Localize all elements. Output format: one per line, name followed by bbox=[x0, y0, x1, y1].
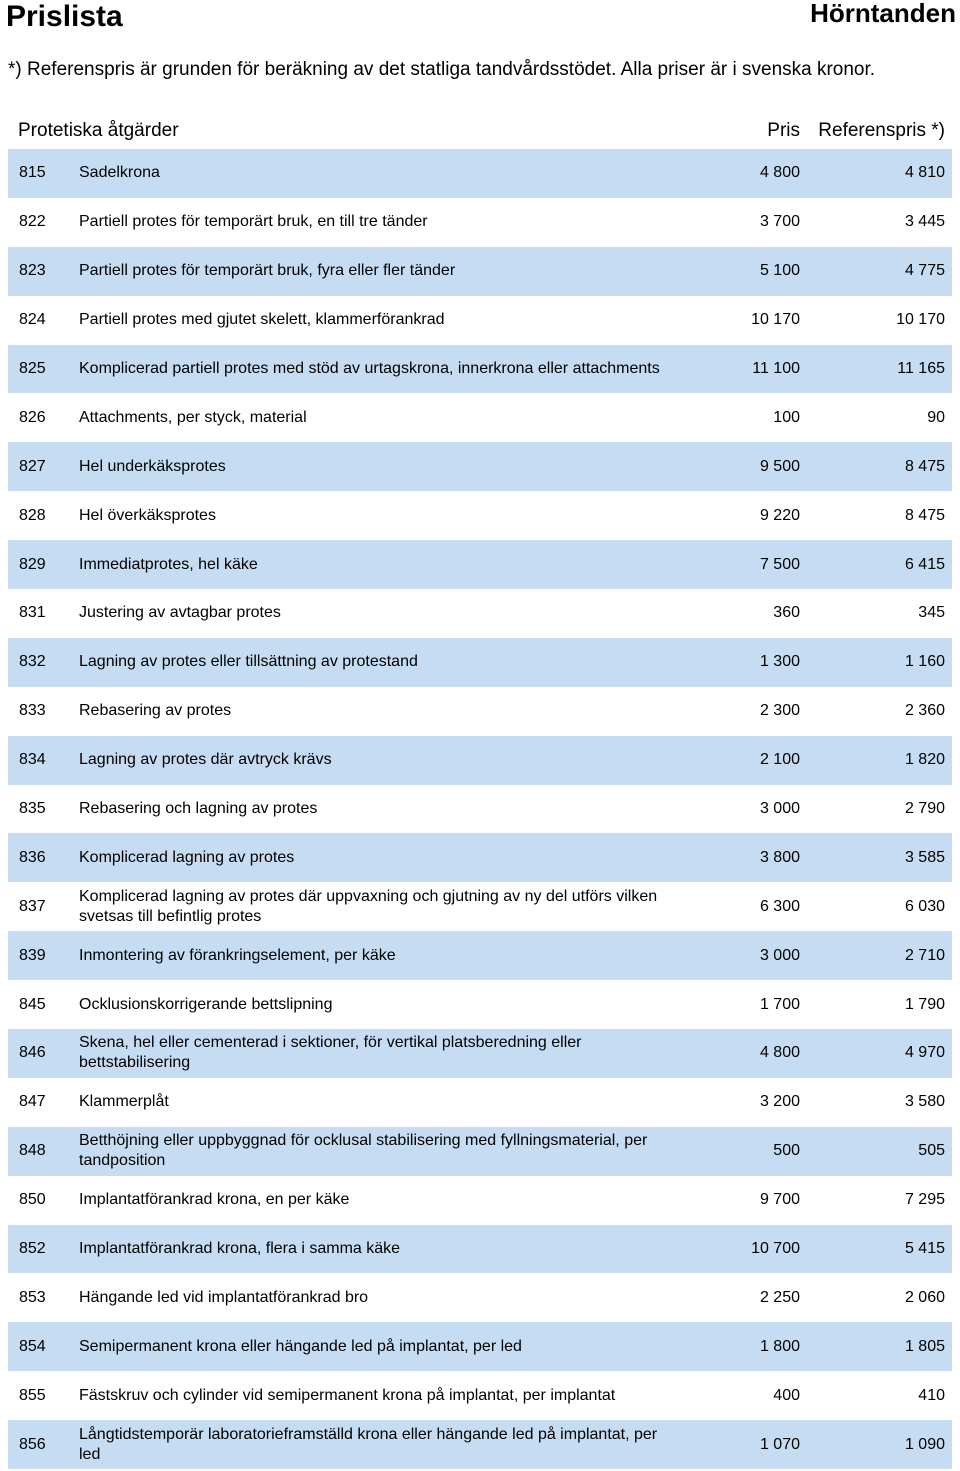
table-row bbox=[8, 638, 952, 687]
treatment-description: Inmontering av förankringselement, per käke bbox=[79, 946, 396, 964]
treatment-code: 846 bbox=[19, 1044, 46, 1062]
treatment-description: Ocklusionskorrigerande bettslipning bbox=[79, 995, 333, 1013]
price-value: 9 220 bbox=[759, 506, 800, 524]
treatment-description: Fästskruv och cylinder vid semipermanent krona på implantat, per implantat bbox=[79, 1386, 616, 1404]
price-value: 7 500 bbox=[759, 555, 800, 573]
price-value: 9 500 bbox=[759, 457, 800, 475]
table-row bbox=[8, 491, 952, 540]
reference-price-value: 2 060 bbox=[904, 1288, 945, 1306]
table-row bbox=[8, 198, 952, 247]
treatment-description: Hel underkäksprotes bbox=[79, 457, 226, 475]
price-value: 360 bbox=[773, 604, 800, 622]
treatment-description: Implantatförankrad krona, en per käke bbox=[79, 1191, 350, 1209]
treatment-code: 856 bbox=[19, 1435, 46, 1453]
treatment-code: 853 bbox=[19, 1288, 46, 1306]
reference-price-value: 2 790 bbox=[904, 800, 945, 818]
treatment-code: 837 bbox=[19, 897, 46, 915]
table-row bbox=[8, 345, 952, 394]
treatment-description: Immediatprotes, hel käke bbox=[79, 555, 258, 573]
reference-price-note: *) Referenspris är grunden för beräkning av det statliga tandvårdsstödet. Alla priser är i svenska kronor. bbox=[8, 59, 876, 80]
reference-price-value: 3 585 bbox=[904, 848, 945, 866]
reference-price-value: 2 710 bbox=[904, 946, 945, 964]
price-table bbox=[8, 149, 952, 1469]
price-value: 3 800 bbox=[759, 848, 800, 866]
table-row bbox=[8, 1127, 952, 1176]
table-row bbox=[8, 931, 952, 980]
table-header bbox=[8, 118, 952, 144]
price-value: 3 000 bbox=[759, 946, 800, 964]
treatment-description: Semipermanent krona eller hängande led på implantat, per led bbox=[79, 1337, 522, 1355]
reference-price-value: 90 bbox=[927, 408, 945, 426]
price-value: 400 bbox=[773, 1386, 800, 1404]
reference-price-value: 1 790 bbox=[904, 995, 945, 1013]
reference-price-value: 7 295 bbox=[904, 1191, 945, 1209]
treatment-description: Långtidstemporär laboratorieframställd krona eller hängande led på implantat, per led bbox=[79, 1425, 658, 1463]
price-value: 1 300 bbox=[759, 653, 800, 671]
treatment-code: 833 bbox=[19, 702, 46, 720]
price-value: 11 100 bbox=[752, 360, 800, 377]
table-row bbox=[8, 687, 952, 736]
treatment-code: 847 bbox=[19, 1093, 46, 1111]
treatment-description: Justering av avtagbar protes bbox=[79, 604, 281, 622]
price-value: 5 100 bbox=[759, 262, 800, 280]
reference-price-value: 1 820 bbox=[904, 751, 945, 769]
treatment-description: Hängande led vid implantatförankrad bro bbox=[79, 1288, 369, 1306]
table-row bbox=[8, 149, 952, 198]
table-row bbox=[8, 1029, 952, 1078]
treatment-code: 823 bbox=[19, 262, 46, 280]
reference-price-value: 4 810 bbox=[904, 164, 945, 182]
treatment-code: 855 bbox=[19, 1386, 46, 1404]
table-row bbox=[8, 785, 952, 834]
table-row bbox=[8, 833, 952, 882]
reference-price-column-header: Referenspris *) bbox=[818, 120, 945, 141]
treatment-description: Hel överkäksprotes bbox=[79, 506, 216, 524]
treatment-code: 826 bbox=[19, 408, 46, 426]
treatment-code: 824 bbox=[19, 311, 46, 329]
reference-price-value: 5 415 bbox=[904, 1240, 945, 1258]
reference-price-value: 3 445 bbox=[904, 213, 945, 231]
reference-price-value: 410 bbox=[918, 1386, 945, 1404]
price-value: 3 200 bbox=[759, 1093, 800, 1111]
table-row bbox=[8, 247, 952, 296]
table-row bbox=[8, 1273, 952, 1322]
reference-price-value: 10 170 bbox=[896, 311, 945, 329]
treatment-description: Partiell protes för temporärt bruk, fyra eller fler tänder bbox=[79, 262, 456, 280]
treatment-code: 835 bbox=[19, 800, 46, 818]
treatment-description: Partiell protes för temporärt bruk, en till tre tänder bbox=[79, 213, 428, 231]
reference-price-value: 6 030 bbox=[904, 897, 945, 915]
price-value: 6 300 bbox=[759, 897, 800, 915]
treatment-code: 850 bbox=[19, 1191, 46, 1209]
table-row bbox=[8, 393, 952, 442]
treatment-code: 836 bbox=[19, 848, 46, 866]
treatment-description: Lagning av protes där avtryck krävs bbox=[79, 751, 332, 769]
treatment-description: Sadelkrona bbox=[79, 164, 160, 182]
reference-price-value: 505 bbox=[918, 1142, 945, 1160]
price-value: 2 100 bbox=[759, 751, 800, 769]
price-value: 2 300 bbox=[759, 702, 800, 720]
treatment-code: 829 bbox=[19, 555, 46, 573]
table-row bbox=[8, 1371, 952, 1420]
treatment-code: 827 bbox=[19, 457, 46, 475]
treatment-code: 839 bbox=[19, 946, 46, 964]
treatment-code: 845 bbox=[19, 995, 46, 1013]
reference-price-value: 4 970 bbox=[904, 1044, 945, 1062]
price-column-header: Pris bbox=[767, 120, 800, 141]
table-row bbox=[8, 1225, 952, 1274]
price-value: 500 bbox=[773, 1142, 800, 1160]
treatment-description: Klammerplåt bbox=[79, 1093, 169, 1111]
price-value: 3 000 bbox=[759, 800, 800, 818]
table-row bbox=[8, 442, 952, 491]
treatment-code: 815 bbox=[19, 164, 46, 182]
reference-price-value: 1 090 bbox=[904, 1435, 945, 1453]
treatment-code: 828 bbox=[19, 506, 46, 524]
treatment-description: Komplicerad lagning av protes där uppvaxning och gjutning av ny del utförs vilken svetsas till befintlig protes bbox=[79, 887, 658, 925]
treatment-description: Partiell protes med gjutet skelett, klammerförankrad bbox=[79, 311, 445, 329]
reference-price-value: 11 165 bbox=[897, 360, 945, 377]
reference-price-value: 1 805 bbox=[904, 1337, 945, 1355]
price-value: 10 170 bbox=[751, 311, 800, 329]
treatment-description: Rebasering av protes bbox=[79, 702, 232, 720]
reference-price-value: 345 bbox=[918, 604, 945, 622]
treatment-description: Rebasering och lagning av protes bbox=[79, 800, 318, 818]
treatment-code: 825 bbox=[19, 360, 46, 377]
table-row bbox=[8, 589, 952, 638]
price-value: 4 800 bbox=[759, 164, 800, 182]
treatment-description: Skena, hel eller cementerad i sektioner, för vertikal platsberedning eller bettstabilisering bbox=[79, 1034, 582, 1072]
price-value: 1 700 bbox=[759, 995, 800, 1013]
treatment-description: Betthöjning eller uppbyggnad för ocklusal stabilisering med fyllningsmaterial, per tandposition bbox=[79, 1132, 648, 1170]
table-row bbox=[8, 1420, 952, 1469]
page-title: Prislista bbox=[6, 0, 123, 33]
treatment-code: 832 bbox=[19, 653, 46, 671]
clinic-name: Hörntanden bbox=[810, 0, 956, 28]
treatment-code: 848 bbox=[19, 1142, 46, 1160]
reference-price-value: 8 475 bbox=[904, 457, 945, 475]
reference-price-value: 3 580 bbox=[904, 1093, 945, 1111]
treatment-code: 831 bbox=[19, 604, 46, 622]
price-value: 3 700 bbox=[759, 213, 800, 231]
treatment-description: Lagning av protes eller tillsättning av protestand bbox=[79, 653, 418, 671]
reference-price-value: 6 415 bbox=[904, 555, 945, 573]
price-value: 2 250 bbox=[759, 1288, 800, 1306]
price-value: 1 800 bbox=[759, 1337, 800, 1355]
treatment-description: Komplicerad lagning av protes bbox=[79, 848, 295, 866]
treatment-code: 834 bbox=[19, 751, 46, 769]
reference-price-value: 1 160 bbox=[904, 653, 945, 671]
treatment-description: Komplicerad partiell protes med stöd av urtagskrona, innerkrona eller attachments bbox=[79, 360, 660, 377]
table-row bbox=[8, 296, 952, 345]
price-value: 10 700 bbox=[751, 1240, 800, 1258]
table-row bbox=[8, 736, 952, 785]
table-row bbox=[8, 980, 952, 1029]
price-value: 100 bbox=[773, 408, 800, 426]
price-value: 9 700 bbox=[759, 1191, 800, 1209]
table-row bbox=[8, 1322, 952, 1371]
table-row bbox=[8, 1078, 952, 1127]
treatment-description: Attachments, per styck, material bbox=[79, 408, 307, 426]
reference-price-value: 2 360 bbox=[904, 702, 945, 720]
reference-price-value: 8 475 bbox=[904, 506, 945, 524]
treatment-description: Implantatförankrad krona, flera i samma käke bbox=[79, 1240, 401, 1258]
table-row bbox=[8, 1176, 952, 1225]
treatment-code: 822 bbox=[19, 213, 46, 231]
treatment-code: 852 bbox=[19, 1240, 46, 1258]
treatment-code: 854 bbox=[19, 1337, 46, 1355]
price-value: 1 070 bbox=[759, 1435, 800, 1453]
table-row bbox=[8, 882, 952, 931]
table-row bbox=[8, 540, 952, 589]
price-value: 4 800 bbox=[759, 1044, 800, 1062]
reference-price-value: 4 775 bbox=[904, 262, 945, 280]
section-title: Protetiska åtgärder bbox=[18, 120, 179, 141]
